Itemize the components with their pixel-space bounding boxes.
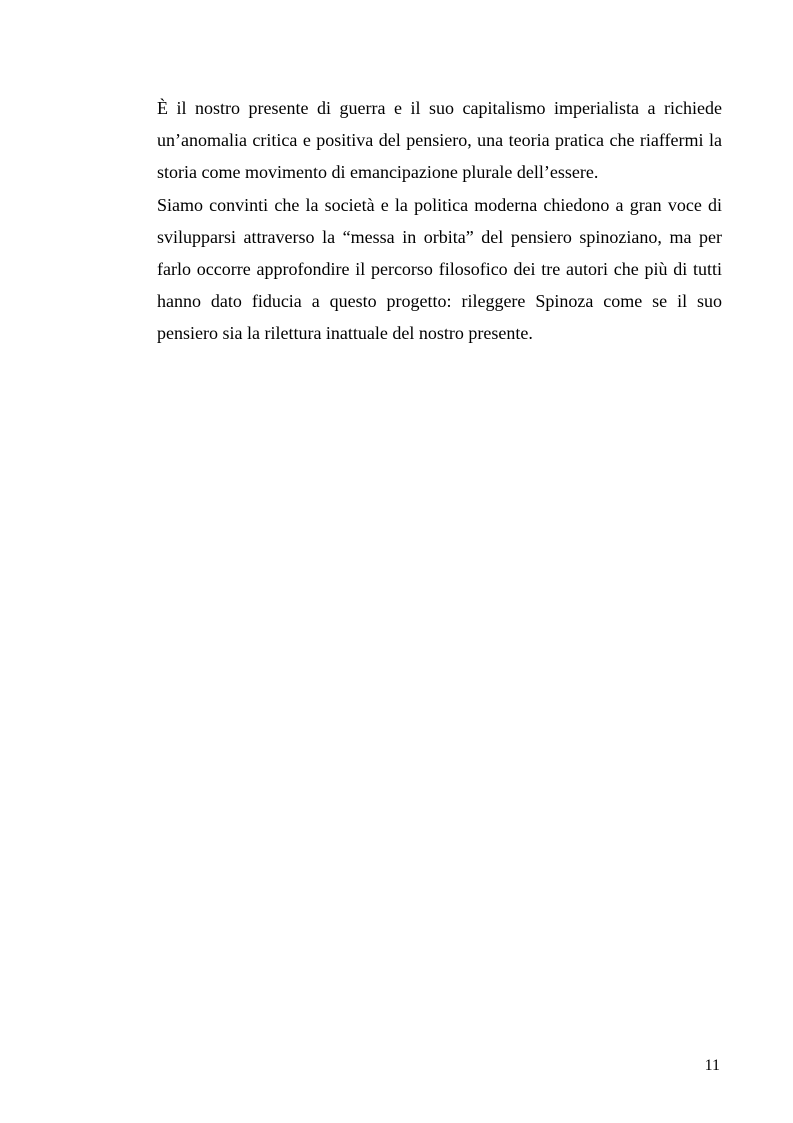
paragraph-2: Siamo convinti che la società e la politica moderna chiedono a gran voce di svilupparsi attraverso la “messa in orbita” del pensiero spinoziano, ma per farlo occorre approfondire il percorso filosofico dei tre autori che più di tutti hanno dato fiducia a questo progetto: rileggere Spinoza come se il suo pensiero sia la rilettura inattuale del nostro presente. [157, 194, 722, 344]
page-number: 11 [704, 1057, 720, 1074]
paragraph-1: È il nostro presente di guerra e il suo capitalismo imperialista a richiede un’anomalia critica e positiva del pensiero, una teoria pratica che riaffermi la storia come movimento di emancipazione plurale dell’essere. [157, 98, 722, 183]
body-text [157, 92, 722, 350]
